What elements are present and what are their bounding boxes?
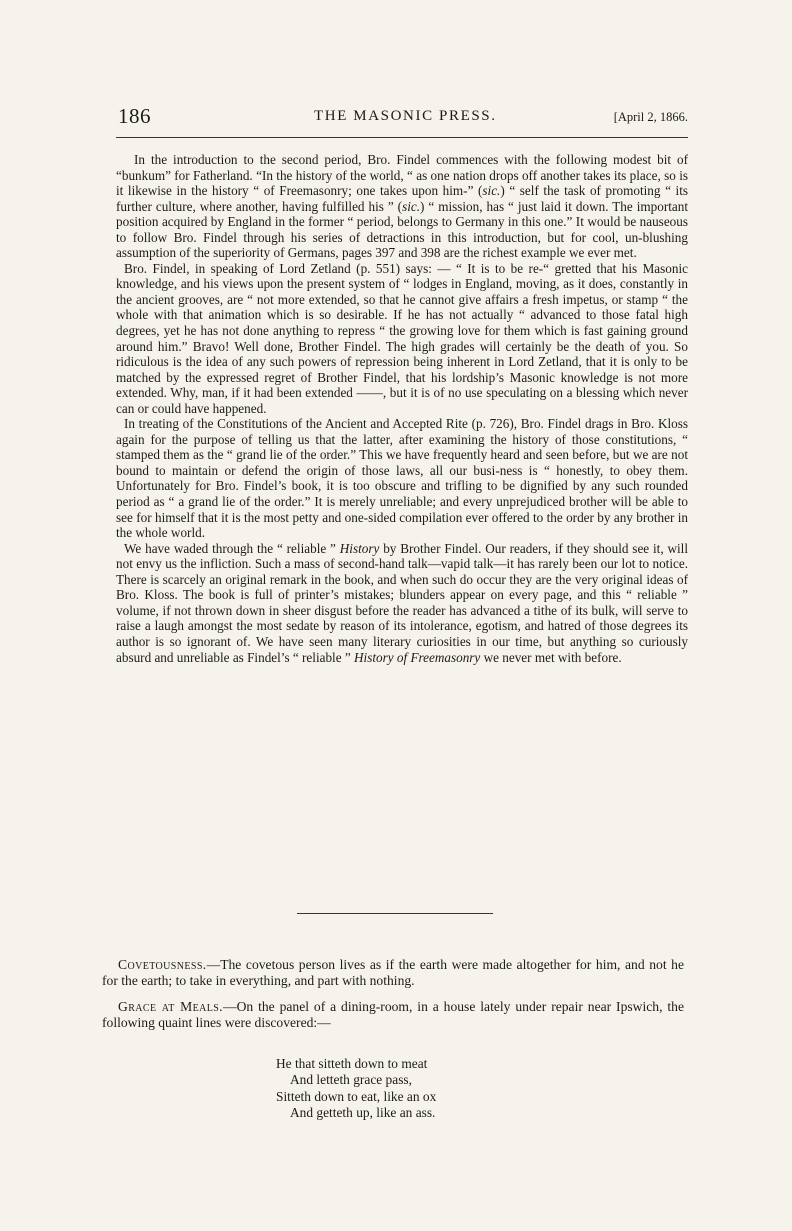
text-run: ) “ self the task of promoting “ its further culture, where another, having fulfilled his ” ( <box>116 183 688 214</box>
notes-section <box>102 957 684 1041</box>
article-paragraph <box>116 261 688 416</box>
note-body: —On the panel of a dining-room, in a house lately under repair near Ipswich, the following quaint lines were discovered:— <box>102 999 684 1030</box>
italic-text: sic. <box>402 198 421 214</box>
note-covetousness <box>102 957 684 989</box>
verse-line: And letteth grace pass, <box>290 1072 412 1088</box>
verse-line: Sitteth down to eat, like an ox <box>276 1088 437 1104</box>
note-heading: Covetousness. <box>118 957 207 972</box>
page-number: 186 <box>118 104 151 128</box>
header-rule <box>116 137 688 138</box>
note-heading: Grace at Meals. <box>118 999 223 1014</box>
text-run: we never met with before. <box>480 649 622 665</box>
article-paragraph <box>116 541 688 665</box>
section-divider <box>297 913 493 914</box>
text-run: In treating of the Constitutions of the Ancient and Accepted Rite (p. 726), Bro. Findel drags in Bro. Kloss again for the purpose of telling us that the latter, after examining the history of those constitutions, “ stamped them as the “ grand lie of the order.” This we have frequently heard and seen before, but we are not bound to maintain or defend the origin of those laws, all our busi-ness is “ honestly, to obey them. Unfortunately for Bro. Findel’s book, it is too obscure and trifling to be dignified by any such rounded period as “ a grand lie of the order.” It is merely unreliable; and every unprejudiced brother will be able to see for himself that it is the most petty and one-sided compilation ever offered to the order by any brother in the whole world. <box>116 416 688 541</box>
text-run: We have waded through the “ reliable ” <box>124 540 340 556</box>
article-paragraph <box>116 416 688 540</box>
note-grace-at-meals <box>102 999 684 1031</box>
note-body: —The covetous person lives as if the earth were made altogether for him, and not he for the earth; to take in everything, and part with nothing. <box>102 957 684 988</box>
italic-text: History <box>339 540 380 556</box>
running-title: THE MASONIC PRESS. <box>314 108 497 124</box>
issue-date: [April 2, 1866. <box>613 110 688 124</box>
page-header <box>118 104 688 134</box>
verse-line: And getteth up, like an ass. <box>290 1105 436 1121</box>
italic-text: sic. <box>482 183 501 199</box>
verse <box>276 1056 576 1122</box>
text-run: Bro. Findel, in speaking of Lord Zetland (p. 551) says: — “ It is to be re-“ gretted that his Masonic knowledge, and his views upon the present system of “ lodges in England, moving, as it does, constantly in the ancient grooves, are “ not more extended, so that he cannot give affairs a fresh impetus, or stamp “ the whole with that animation which is so desirable. If he has not actually “ advanced to those fatal high degrees, yet he has not done anything to repress “ the growing love for them which is fast gaining ground around him.” Bravo! Well done, Brother Findel. The high grades will certainly be the death of you. So ridiculous is the idea of any such powers of repression being inherent in Lord Zetland, that it is only to be matched by the expressed regret of Brother Findel, that his lordship’s Masonic knowledge is not more extended. Why, man, if it had been extended ——, but it is of no use speculating on a blessing which never can or could have happened. <box>116 260 688 416</box>
text-run: In the introduction to the second period, Bro. Findel commences with the following modest bit of “bunkum” for Fatherland. “In the history of the world, “ as one nation drops off another takes its place, so is it likewise in the history “ of Freemasonry; one takes upon him-” ( <box>116 152 688 199</box>
article-body <box>116 152 688 665</box>
text-run: ) “ mission, has “ just laid it down. The important position acquired by England in the former “ period, belongs to Germany in this one.” It would be nauseous to follow Bro. Findel through his series of detractions in this introduction, but for cool, un-blushing assumption of the superiority of Germans, pages 397 and 398 are the richest example we ever met. <box>116 198 688 261</box>
italic-text: History of Freemasonry <box>354 649 481 665</box>
text-run: by Brother Findel. Our readers, if they should see it, will not envy us the infliction. Such a mass of second-hand talk—vapid talk—it has rarely been our lot to notice. There is scarcely an original remark in the book, and when such do occur they are the very original ideas of Bro. Kloss. The book is full of printer’s mistakes; blunders appear on every page, and this “ reliable ” volume, if not thrown down in sheer disgust before the reader has advanced a tithe of its bulk, will serve to raise a laugh amongst the most sedate by reason of its intolerance, egotism, and hatred of those degrees its author is so ignorant of. We have seen many literary curiosities in our time, but anything so curiously absurd and unreliable as Findel’s “ reliable ” <box>116 540 688 665</box>
article-paragraph <box>116 152 688 261</box>
verse-line: He that sitteth down to meat <box>276 1056 428 1071</box>
